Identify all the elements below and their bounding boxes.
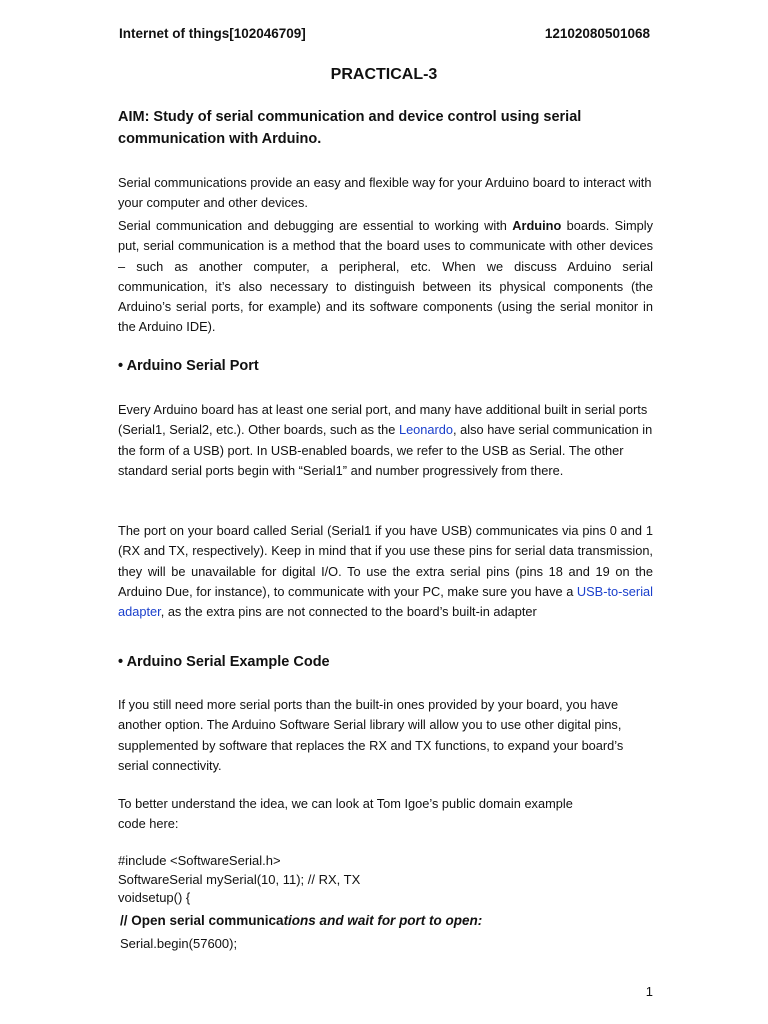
section-heading-example-code: • Arduino Serial Example Code xyxy=(118,654,330,670)
serial-port-p1-text-a: Every Arduino board has at least one serial port, and many have additional built in serial ports (Serial1, Serial2, etc.). Other boards, such as the xyxy=(118,402,648,438)
example-code-paragraph-2 xyxy=(118,794,653,835)
intro-paragraph-1: Serial communications provide an easy and flexible way for your Arduino board to interact with your computer and other devices. xyxy=(118,175,652,211)
serial-port-p2-text-b: , as the extra pins are not connected to the board’s built-in adapter xyxy=(160,604,537,620)
code-comment-part-b: tions and wait for port to open: xyxy=(283,913,483,928)
example-code-p2-line-1: To better understand the idea, we can look at Tom Igoe’s public domain example xyxy=(118,796,573,811)
intro-p2-bold: Arduino xyxy=(512,218,562,233)
page-title: PRACTICAL-3 xyxy=(330,66,438,83)
aim-heading: AIM: Study of serial communication and device control using serial communication with Arduino. xyxy=(118,109,582,147)
serial-port-p2-text-a: The port on your board called Serial (Serial1 if you have USB) communicates via pins 0 and 1 (RX and TX, respectively). Keep in mind that if you use these pins for serial data transmission, they will be unavailable for digital I/O. To use the extra serial pins (pins 18 and 19 on the Arduino Due, for instance), to communicate with your PC, make sure you have a xyxy=(118,523,653,599)
section-heading-serial-port: • Arduino Serial Port xyxy=(118,358,259,374)
header-enrollment-number: 12102080501068 xyxy=(544,26,650,41)
serial-port-paragraph-1 xyxy=(118,400,653,481)
intro-p2-text-b: boards. Simply put, serial communication is a method that the board uses to communicate with other devices – such as another computer, a peripheral, etc. When we discuss Arduino serial communication, it’s also necessary to distinguish between its physical components (the Arduino’s serial ports, for example) and its software components (using the serial monitor in the Arduino IDE). xyxy=(118,218,653,335)
code-line-setup: voidsetup() { xyxy=(118,890,191,905)
serial-port-paragraph-2 xyxy=(118,521,653,622)
leonardo-link[interactable]: Leonardo xyxy=(398,422,454,438)
page-number: 1 xyxy=(645,984,653,999)
code-line-softwareserial: SoftwareSerial mySerial(10, 11); // RX, TX xyxy=(118,872,361,887)
intro-p2-text-a: Serial communication and debugging are essential to working with xyxy=(118,218,513,233)
code-line-include: #include <SoftwareSerial.h> xyxy=(118,853,281,868)
code-line-serial-begin: Serial.begin(57600); xyxy=(120,936,238,951)
serial-port-p1-text-b: , also have serial communication in the form of a USB) port. In USB-enabled boards, we refer to the USB as Serial. The other standard serial ports begin with “Serial1” and number progressively from there. xyxy=(118,422,653,478)
intro-paragraph-2 xyxy=(118,216,653,338)
header-course: Internet of things[102046709] xyxy=(119,26,306,41)
example-code-paragraph-1: If you still need more serial ports than the built-in ones provided by your board, you have another option. The Arduino Software Serial library will allow you to use other digital pins, supplemented by software that replaces the RX and TX functions, to expand your board’s serial connectivity. xyxy=(118,697,624,773)
example-code-p2-line-2: code here: xyxy=(118,816,179,832)
code-comment-part-a: // Open serial communica xyxy=(120,913,284,928)
usb-to-serial-adapter-link[interactable]: USB-to-serial adapter xyxy=(118,583,653,620)
code-line-comment xyxy=(120,912,482,930)
